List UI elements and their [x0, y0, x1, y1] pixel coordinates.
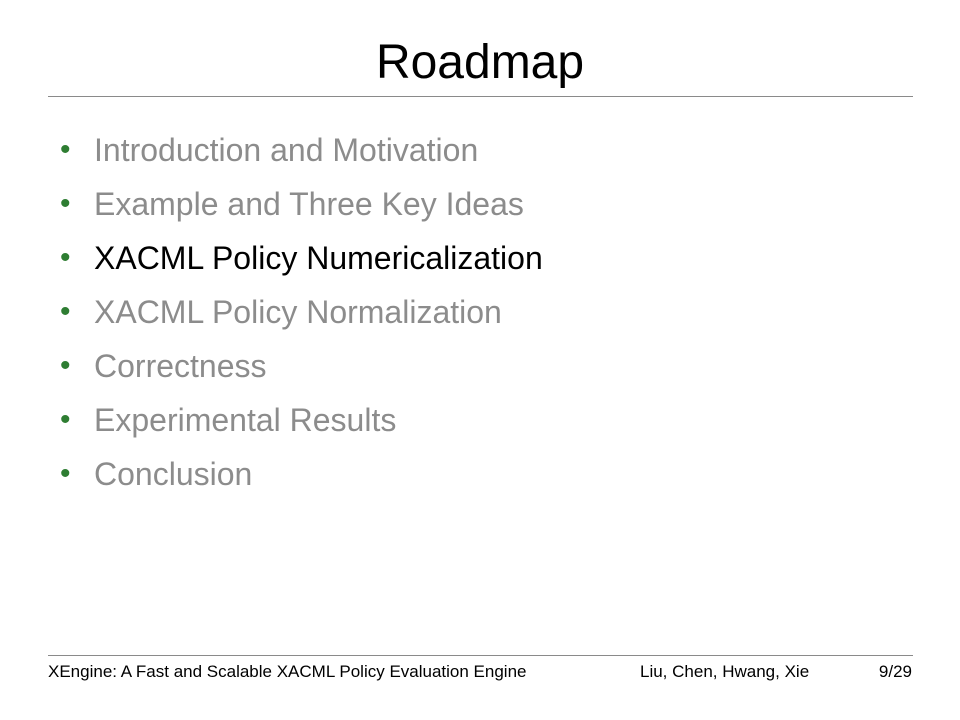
bullet-icon: •	[60, 457, 71, 490]
page-number: 9/29	[878, 662, 912, 681]
list-item-label: Introduction and Motivation	[94, 132, 479, 168]
footer-authors: Liu, Chen, Hwang, Xie	[640, 662, 810, 681]
footer-paper-title: XEngine: A Fast and Scalable XACML Policy Evaluation Engine	[48, 662, 527, 681]
bullet-icon: •	[60, 241, 71, 274]
slide-title: Roadmap	[375, 36, 585, 89]
list-item	[56, 339, 543, 393]
list-item-label: Example and Three Key Ideas	[94, 186, 524, 222]
list-item	[56, 393, 543, 447]
list-item-label: XACML Policy Numericalization	[94, 240, 543, 276]
list-item	[56, 447, 543, 501]
list-item-label: Conclusion	[94, 456, 253, 492]
bullet-icon: •	[60, 403, 71, 436]
bullet-icon: •	[60, 295, 71, 328]
bullet-icon: •	[60, 133, 71, 166]
footer-divider	[48, 655, 913, 656]
list-item	[56, 285, 543, 339]
roadmap-list	[56, 123, 543, 501]
list-item-label: Correctness	[94, 348, 267, 384]
list-item	[56, 231, 543, 285]
list-item	[56, 177, 543, 231]
list-item-label: XACML Policy Normalization	[94, 294, 502, 330]
bullet-icon: •	[60, 349, 71, 382]
list-item	[56, 123, 543, 177]
title-divider	[48, 96, 913, 97]
list-item-label: Experimental Results	[94, 402, 397, 438]
bullet-icon: •	[60, 187, 71, 220]
